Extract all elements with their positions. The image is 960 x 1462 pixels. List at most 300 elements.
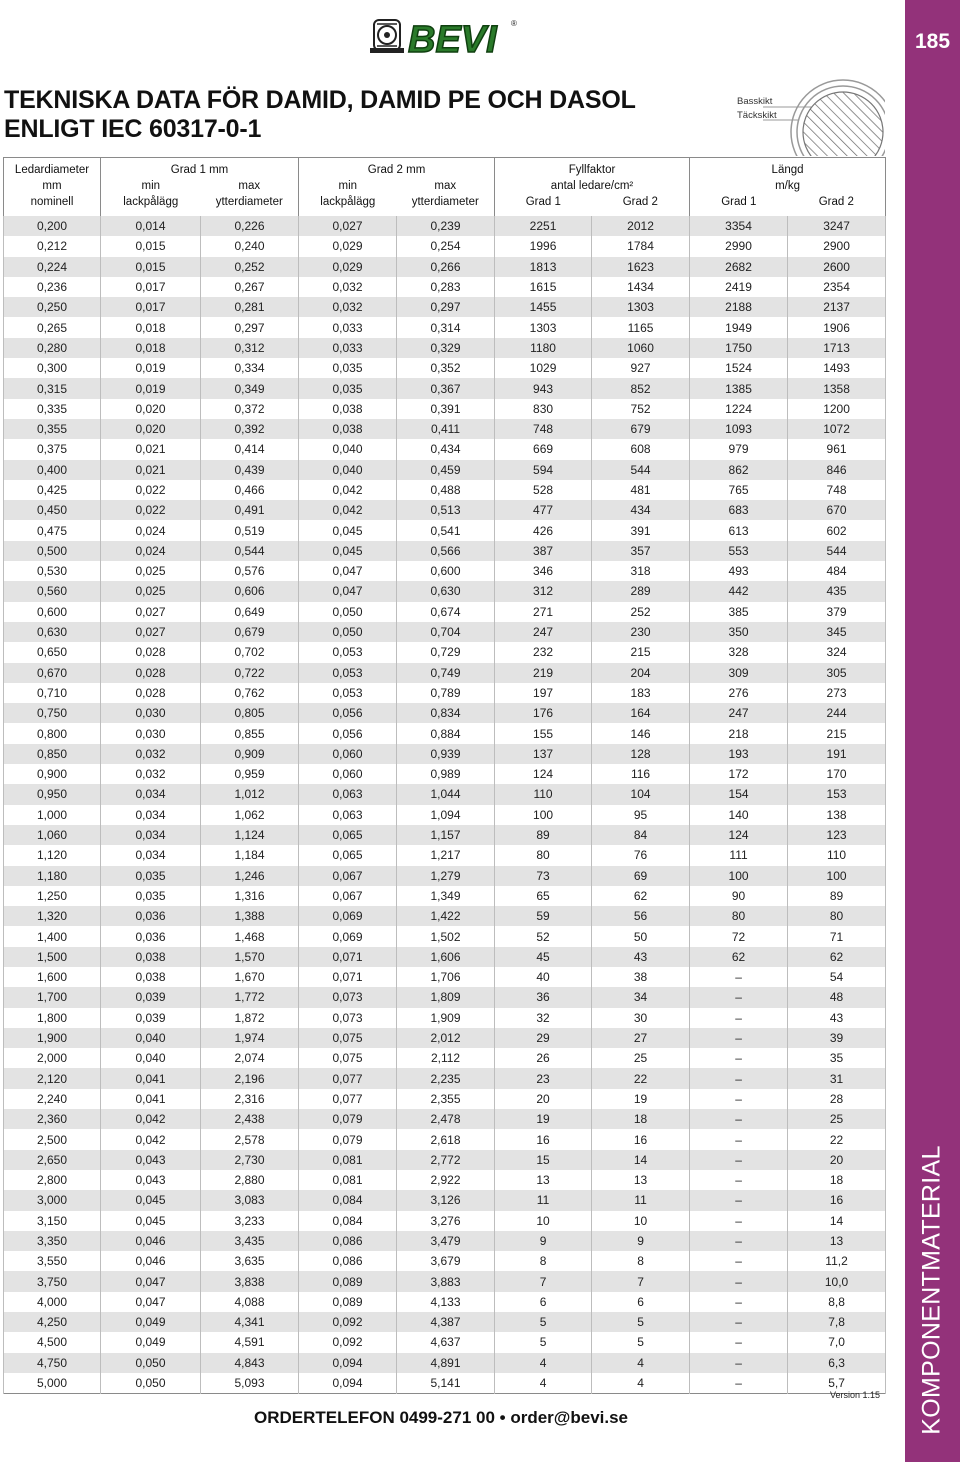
cell-fyllfaktor-grad2: 1060: [592, 338, 690, 358]
cell-ledardiameter: 0,650: [4, 642, 101, 662]
cell-grad1-ytterdiameter-max: 0,576: [201, 561, 299, 581]
cell-fyllfaktor-grad2: 7: [592, 1271, 690, 1291]
cell-grad1-ytterdiameter-max: 1,670: [201, 967, 299, 987]
header-m-per-kg: m/kg: [690, 178, 886, 194]
header-fyllfaktor: Fyllfaktor: [495, 158, 690, 179]
cell-fyllfaktor-grad2: 252: [592, 602, 690, 622]
cell-fyllfaktor-grad1: 477: [495, 500, 592, 520]
cell-fyllfaktor-grad2: 215: [592, 642, 690, 662]
cell-grad2-lackpalagg-min: 0,067: [299, 866, 397, 886]
cell-langd-grad2: 123: [788, 825, 886, 845]
cell-grad1-lackpalagg-min: 0,043: [101, 1150, 201, 1170]
cell-grad2-ytterdiameter-max: 0,704: [397, 622, 495, 642]
cell-ledardiameter: 0,750: [4, 703, 101, 723]
cell-fyllfaktor-grad2: 289: [592, 581, 690, 601]
cell-fyllfaktor-grad1: 20: [495, 1089, 592, 1109]
cell-langd-grad1: –: [690, 1271, 788, 1291]
cell-fyllfaktor-grad1: 1615: [495, 277, 592, 297]
cell-fyllfaktor-grad1: 110: [495, 784, 592, 804]
cell-fyllfaktor-grad1: 7: [495, 1271, 592, 1291]
cell-grad2-ytterdiameter-max: 0,749: [397, 663, 495, 683]
cell-langd-grad2: 16: [788, 1190, 886, 1210]
table-row: [4, 1048, 886, 1068]
cell-fyllfaktor-grad2: 4: [592, 1373, 690, 1394]
cell-fyllfaktor-grad2: 69: [592, 866, 690, 886]
cell-fyllfaktor-grad1: 89: [495, 825, 592, 845]
header-fyll-grad1: Grad 1: [495, 194, 592, 216]
table-row: [4, 1008, 886, 1028]
cell-grad1-ytterdiameter-max: 0,392: [201, 419, 299, 439]
cell-langd-grad2: 191: [788, 744, 886, 764]
header-grad2-ytterdiameter: ytterdiameter: [411, 195, 479, 208]
cell-grad1-lackpalagg-min: 0,027: [101, 622, 201, 642]
cell-grad1-ytterdiameter-max: 4,843: [201, 1353, 299, 1373]
cell-grad2-ytterdiameter-max: 0,729: [397, 642, 495, 662]
cell-grad2-lackpalagg-min: 0,029: [299, 236, 397, 256]
cell-fyllfaktor-grad2: 357: [592, 541, 690, 561]
cell-ledardiameter: 4,250: [4, 1312, 101, 1332]
cell-grad2-ytterdiameter-max: 0,459: [397, 460, 495, 480]
header-grad2-lackpalagg: lackpålägg: [299, 194, 397, 216]
table-row: [4, 500, 886, 520]
cell-langd-grad2: 2600: [788, 257, 886, 277]
cell-grad2-lackpalagg-min: 0,079: [299, 1109, 397, 1129]
cell-fyllfaktor-grad1: 2251: [495, 216, 592, 236]
cell-grad1-lackpalagg-min: 0,034: [101, 845, 201, 865]
cell-fyllfaktor-grad2: 164: [592, 703, 690, 723]
cell-grad1-ytterdiameter-max: 0,762: [201, 683, 299, 703]
cell-grad2-lackpalagg-min: 0,032: [299, 277, 397, 297]
cell-grad1-lackpalagg-min: 0,039: [101, 987, 201, 1007]
cell-grad1-lackpalagg-min: 0,050: [101, 1373, 201, 1394]
cell-grad2-lackpalagg-min: 0,047: [299, 561, 397, 581]
cell-grad2-lackpalagg-min: 0,050: [299, 622, 397, 642]
cell-grad1-ytterdiameter-max: 0,519: [201, 520, 299, 540]
cell-ledardiameter: 4,750: [4, 1353, 101, 1373]
cell-grad1-lackpalagg-min: 0,030: [101, 703, 201, 723]
cell-grad2-lackpalagg-min: 0,035: [299, 378, 397, 398]
cell-fyllfaktor-grad2: 852: [592, 378, 690, 398]
cell-grad1-ytterdiameter-max: 0,281: [201, 297, 299, 317]
cell-fyllfaktor-grad1: 271: [495, 602, 592, 622]
cell-fyllfaktor-grad2: 4: [592, 1353, 690, 1373]
cell-ledardiameter: 0,475: [4, 520, 101, 540]
cell-grad1-lackpalagg-min: 0,020: [101, 399, 201, 419]
header-langd-grad1: Grad 1: [690, 194, 788, 216]
cell-fyllfaktor-grad2: 318: [592, 561, 690, 581]
cell-ledardiameter: 4,000: [4, 1292, 101, 1312]
cell-fyllfaktor-grad2: 38: [592, 967, 690, 987]
cell-grad1-ytterdiameter-max: 2,196: [201, 1068, 299, 1088]
cell-langd-grad1: 218: [690, 723, 788, 743]
cell-langd-grad2: 5,7: [788, 1373, 886, 1394]
cell-fyllfaktor-grad2: 679: [592, 419, 690, 439]
cell-grad1-lackpalagg-min: 0,018: [101, 338, 201, 358]
cell-fyllfaktor-grad2: 9: [592, 1231, 690, 1251]
cell-fyllfaktor-grad1: 32: [495, 1008, 592, 1028]
cell-fyllfaktor-grad2: 1303: [592, 297, 690, 317]
title-line-2: ENLIGT IEC 60317-0-1: [4, 115, 262, 143]
cell-grad1-ytterdiameter-max: 0,679: [201, 622, 299, 642]
table-row: [4, 622, 886, 642]
cell-fyllfaktor-grad1: 312: [495, 581, 592, 601]
cell-langd-grad2: 43: [788, 1008, 886, 1028]
header-row-1: [4, 158, 886, 179]
cell-fyllfaktor-grad2: 50: [592, 926, 690, 946]
table-row: [4, 703, 886, 723]
cell-langd-grad2: 961: [788, 439, 886, 459]
cell-langd-grad2: 100: [788, 866, 886, 886]
cell-grad2-ytterdiameter-max: 0,411: [397, 419, 495, 439]
table-row: [4, 1129, 886, 1149]
cell-grad1-lackpalagg-min: 0,049: [101, 1332, 201, 1352]
label-basskikt: Basskikt: [737, 96, 773, 107]
cell-grad1-ytterdiameter-max: 0,959: [201, 764, 299, 784]
cell-grad1-ytterdiameter-max: 0,466: [201, 480, 299, 500]
cell-langd-grad2: 748: [788, 480, 886, 500]
cell-fyllfaktor-grad2: 13: [592, 1170, 690, 1190]
cell-grad1-ytterdiameter-max: 3,435: [201, 1231, 299, 1251]
cell-grad2-lackpalagg-min: 0,069: [299, 906, 397, 926]
cell-ledardiameter: 0,335: [4, 399, 101, 419]
cell-langd-grad1: 140: [690, 805, 788, 825]
cell-grad1-ytterdiameter-max: 5,093: [201, 1373, 299, 1394]
cell-grad2-lackpalagg-min: 0,089: [299, 1271, 397, 1291]
cell-grad2-ytterdiameter-max: 1,809: [397, 987, 495, 1007]
cell-grad2-ytterdiameter-max: 2,355: [397, 1089, 495, 1109]
cell-fyllfaktor-grad2: 544: [592, 460, 690, 480]
cell-langd-grad1: –: [690, 1251, 788, 1271]
cell-langd-grad1: –: [690, 1089, 788, 1109]
cell-grad1-ytterdiameter-max: 1,184: [201, 845, 299, 865]
cell-langd-grad2: 273: [788, 683, 886, 703]
cell-grad2-ytterdiameter-max: 0,488: [397, 480, 495, 500]
order-phone-footer: ORDERTELEFON 0499-271 00 • order@bevi.se: [254, 1408, 628, 1427]
cell-grad2-lackpalagg-min: 0,033: [299, 317, 397, 337]
cell-langd-grad2: 244: [788, 703, 886, 723]
brand-name: BEVI: [408, 19, 497, 60]
cell-langd-grad2: 846: [788, 460, 886, 480]
cell-langd-grad2: 48: [788, 987, 886, 1007]
table-row: [4, 1089, 886, 1109]
cell-grad1-ytterdiameter-max: 0,491: [201, 500, 299, 520]
cell-fyllfaktor-grad2: 8: [592, 1251, 690, 1271]
cell-fyllfaktor-grad1: 11: [495, 1190, 592, 1210]
cell-ledardiameter: 1,500: [4, 947, 101, 967]
table-row: [4, 277, 886, 297]
table-row: [4, 520, 886, 540]
cell-grad1-lackpalagg-min: 0,024: [101, 541, 201, 561]
cell-fyllfaktor-grad1: 830: [495, 399, 592, 419]
cell-grad1-lackpalagg-min: 0,019: [101, 378, 201, 398]
cell-langd-grad1: –: [690, 1190, 788, 1210]
cell-ledardiameter: 0,600: [4, 602, 101, 622]
header-grad1-mm: Grad 1 mm: [101, 158, 299, 179]
cell-fyllfaktor-grad2: 19: [592, 1089, 690, 1109]
cell-fyllfaktor-grad1: 426: [495, 520, 592, 540]
cell-grad1-lackpalagg-min: 0,028: [101, 642, 201, 662]
cell-langd-grad1: 62: [690, 947, 788, 967]
cell-langd-grad1: –: [690, 1150, 788, 1170]
cell-grad1-lackpalagg-min: 0,024: [101, 520, 201, 540]
cell-grad2-lackpalagg-min: 0,084: [299, 1190, 397, 1210]
cell-langd-grad2: 20: [788, 1150, 886, 1170]
cell-grad2-ytterdiameter-max: 0,297: [397, 297, 495, 317]
cell-fyllfaktor-grad2: 1784: [592, 236, 690, 256]
cell-fyllfaktor-grad1: 26: [495, 1048, 592, 1068]
cell-grad2-ytterdiameter-max: 0,283: [397, 277, 495, 297]
cell-grad2-lackpalagg-min: 0,060: [299, 764, 397, 784]
cell-ledardiameter: 2,120: [4, 1068, 101, 1088]
cell-ledardiameter: 1,900: [4, 1028, 101, 1048]
cell-ledardiameter: 2,360: [4, 1109, 101, 1129]
cell-langd-grad2: 2900: [788, 236, 886, 256]
cell-grad2-lackpalagg-min: 0,045: [299, 541, 397, 561]
cell-langd-grad1: 124: [690, 825, 788, 845]
cell-ledardiameter: 4,500: [4, 1332, 101, 1352]
cell-fyllfaktor-grad2: 6: [592, 1292, 690, 1312]
header-grad2-mm: Grad 2 mm: [299, 158, 495, 179]
cell-fyllfaktor-grad2: 62: [592, 886, 690, 906]
cell-langd-grad2: 1906: [788, 317, 886, 337]
cell-langd-grad1: –: [690, 1332, 788, 1352]
cell-grad2-lackpalagg-min: 0,073: [299, 1008, 397, 1028]
svg-text:®: ®: [511, 19, 517, 28]
cell-langd-grad1: 172: [690, 764, 788, 784]
cell-fyllfaktor-grad1: 1996: [495, 236, 592, 256]
cell-fyllfaktor-grad2: 104: [592, 784, 690, 804]
cell-grad1-lackpalagg-min: 0,019: [101, 358, 201, 378]
cell-grad2-lackpalagg-min: 0,056: [299, 723, 397, 743]
motor-icon: [370, 20, 404, 53]
cell-langd-grad1: –: [690, 1008, 788, 1028]
cell-langd-grad1: –: [690, 1028, 788, 1048]
cell-langd-grad1: –: [690, 1048, 788, 1068]
cell-ledardiameter: 1,120: [4, 845, 101, 865]
cell-grad2-lackpalagg-min: 0,075: [299, 1048, 397, 1068]
cell-grad2-ytterdiameter-max: 0,884: [397, 723, 495, 743]
table-row: [4, 216, 886, 236]
cell-langd-grad2: 89: [788, 886, 886, 906]
cell-langd-grad1: 350: [690, 622, 788, 642]
cell-grad1-lackpalagg-min: 0,022: [101, 480, 201, 500]
cell-grad2-lackpalagg-min: 0,056: [299, 703, 397, 723]
cell-grad1-lackpalagg-min: 0,041: [101, 1089, 201, 1109]
cell-grad1-lackpalagg-min: 0,021: [101, 460, 201, 480]
cell-grad1-ytterdiameter-max: 4,088: [201, 1292, 299, 1312]
cell-langd-grad2: 39: [788, 1028, 886, 1048]
cell-grad2-lackpalagg-min: 0,094: [299, 1353, 397, 1373]
cell-grad2-ytterdiameter-max: 0,834: [397, 703, 495, 723]
cell-langd-grad1: 328: [690, 642, 788, 662]
cell-fyllfaktor-grad2: 1623: [592, 257, 690, 277]
cell-ledardiameter: 0,800: [4, 723, 101, 743]
cell-grad1-lackpalagg-min: 0,038: [101, 967, 201, 987]
cell-ledardiameter: 0,850: [4, 744, 101, 764]
cell-fyllfaktor-grad1: 15: [495, 1150, 592, 1170]
cell-grad1-lackpalagg-min: 0,015: [101, 236, 201, 256]
cell-grad2-lackpalagg-min: 0,077: [299, 1089, 397, 1109]
table-row: [4, 1251, 886, 1271]
cell-fyllfaktor-grad1: 1180: [495, 338, 592, 358]
cell-langd-grad2: 379: [788, 602, 886, 622]
cell-ledardiameter: 0,425: [4, 480, 101, 500]
cell-grad2-ytterdiameter-max: 4,387: [397, 1312, 495, 1332]
cell-grad2-lackpalagg-min: 0,065: [299, 825, 397, 845]
cell-ledardiameter: 0,236: [4, 277, 101, 297]
cell-langd-grad2: 138: [788, 805, 886, 825]
table-row: [4, 886, 886, 906]
cell-langd-grad2: 1072: [788, 419, 886, 439]
cell-ledardiameter: 0,630: [4, 622, 101, 642]
cell-langd-grad2: 215: [788, 723, 886, 743]
cell-langd-grad2: 2354: [788, 277, 886, 297]
cell-langd-grad2: 25: [788, 1109, 886, 1129]
cell-grad2-ytterdiameter-max: 3,883: [397, 1271, 495, 1291]
cell-grad2-lackpalagg-min: 0,053: [299, 683, 397, 703]
table-row: [4, 581, 886, 601]
cell-fyllfaktor-grad1: 943: [495, 378, 592, 398]
cell-grad2-ytterdiameter-max: 0,566: [397, 541, 495, 561]
header-grad2-max: max: [434, 179, 457, 192]
cell-grad2-ytterdiameter-max: 3,126: [397, 1190, 495, 1210]
cell-grad2-ytterdiameter-max: 4,891: [397, 1353, 495, 1373]
table-row: [4, 1170, 886, 1190]
cell-langd-grad2: 54: [788, 967, 886, 987]
header-ledardiameter: Ledardiameter: [14, 163, 90, 176]
cell-grad1-lackpalagg-min: 0,036: [101, 926, 201, 946]
cell-langd-grad2: 7,8: [788, 1312, 886, 1332]
table-row: [4, 805, 886, 825]
cell-langd-grad1: 309: [690, 663, 788, 683]
cell-grad2-lackpalagg-min: 0,086: [299, 1251, 397, 1271]
cell-ledardiameter: 0,212: [4, 236, 101, 256]
cell-langd-grad1: –: [690, 1312, 788, 1332]
cell-grad1-ytterdiameter-max: 1,062: [201, 805, 299, 825]
cell-langd-grad2: 305: [788, 663, 886, 683]
cell-grad2-lackpalagg-min: 0,042: [299, 480, 397, 500]
cell-grad1-lackpalagg-min: 0,025: [101, 561, 201, 581]
cell-fyllfaktor-grad1: 8: [495, 1251, 592, 1271]
cell-langd-grad2: 31: [788, 1068, 886, 1088]
cell-ledardiameter: 0,265: [4, 317, 101, 337]
cell-grad1-ytterdiameter-max: 1,316: [201, 886, 299, 906]
cell-fyllfaktor-grad2: 56: [592, 906, 690, 926]
cell-grad2-ytterdiameter-max: 0,314: [397, 317, 495, 337]
bevi-logo: [368, 12, 520, 60]
cell-ledardiameter: 0,200: [4, 216, 101, 236]
table-row: [4, 358, 886, 378]
cell-grad1-ytterdiameter-max: 3,635: [201, 1251, 299, 1271]
cell-langd-grad2: 3247: [788, 216, 886, 236]
cell-grad2-ytterdiameter-max: 1,422: [397, 906, 495, 926]
cell-grad1-ytterdiameter-max: 0,702: [201, 642, 299, 662]
cell-fyllfaktor-grad1: 1455: [495, 297, 592, 317]
cell-grad2-lackpalagg-min: 0,053: [299, 663, 397, 683]
cell-grad2-ytterdiameter-max: 0,630: [397, 581, 495, 601]
cell-fyllfaktor-grad1: 1303: [495, 317, 592, 337]
cell-ledardiameter: 3,350: [4, 1231, 101, 1251]
table-row: [4, 236, 886, 256]
cell-grad1-ytterdiameter-max: 0,414: [201, 439, 299, 459]
cell-langd-grad1: –: [690, 1292, 788, 1312]
cell-fyllfaktor-grad2: 434: [592, 500, 690, 520]
table-row: [4, 1353, 886, 1373]
cell-langd-grad2: 14: [788, 1211, 886, 1231]
cell-langd-grad1: 1949: [690, 317, 788, 337]
header-grad1-ytterdiameter: ytterdiameter: [215, 195, 283, 208]
table-row: [4, 723, 886, 743]
cell-langd-grad2: 1493: [788, 358, 886, 378]
table-row: [4, 1373, 886, 1394]
cell-fyllfaktor-grad1: 5: [495, 1332, 592, 1352]
table-row: [4, 1211, 886, 1231]
cell-grad1-lackpalagg-min: 0,046: [101, 1231, 201, 1251]
cell-fyllfaktor-grad1: 232: [495, 642, 592, 662]
cell-grad1-lackpalagg-min: 0,049: [101, 1312, 201, 1332]
cell-grad1-ytterdiameter-max: 0,855: [201, 723, 299, 743]
cell-langd-grad1: 80: [690, 906, 788, 926]
cell-grad1-ytterdiameter-max: 2,316: [201, 1089, 299, 1109]
table-row: [4, 297, 886, 317]
cell-ledardiameter: 0,950: [4, 784, 101, 804]
cell-langd-grad1: 72: [690, 926, 788, 946]
cell-grad2-lackpalagg-min: 0,069: [299, 926, 397, 946]
cell-ledardiameter: 1,700: [4, 987, 101, 1007]
table-row: [4, 1332, 886, 1352]
cell-fyllfaktor-grad1: 594: [495, 460, 592, 480]
table-row: [4, 947, 886, 967]
cell-fyllfaktor-grad2: 1434: [592, 277, 690, 297]
cell-fyllfaktor-grad1: 13: [495, 1170, 592, 1190]
cell-grad2-lackpalagg-min: 0,040: [299, 460, 397, 480]
cell-grad2-lackpalagg-min: 0,060: [299, 744, 397, 764]
cell-fyllfaktor-grad1: 124: [495, 764, 592, 784]
cell-grad2-ytterdiameter-max: 1,706: [397, 967, 495, 987]
cell-langd-grad1: 154: [690, 784, 788, 804]
table-row: [4, 784, 886, 804]
table-row: [4, 317, 886, 337]
technical-data-table: [3, 157, 886, 1394]
cell-grad2-ytterdiameter-max: 0,600: [397, 561, 495, 581]
cell-grad2-lackpalagg-min: 0,065: [299, 845, 397, 865]
cell-grad1-ytterdiameter-max: 1,772: [201, 987, 299, 1007]
cell-grad1-ytterdiameter-max: 0,349: [201, 378, 299, 398]
cell-fyllfaktor-grad2: 25: [592, 1048, 690, 1068]
cell-langd-grad2: 153: [788, 784, 886, 804]
cell-fyllfaktor-grad2: 5: [592, 1332, 690, 1352]
cell-ledardiameter: 0,224: [4, 257, 101, 277]
section-label: KOMPONENTMATERIAL: [917, 1145, 946, 1435]
cell-grad2-ytterdiameter-max: 0,254: [397, 236, 495, 256]
table-row: [4, 541, 886, 561]
cell-grad2-ytterdiameter-max: 2,478: [397, 1109, 495, 1129]
table-row: [4, 257, 886, 277]
cell-langd-grad2: 110: [788, 845, 886, 865]
cell-grad2-ytterdiameter-max: 0,541: [397, 520, 495, 540]
cell-fyllfaktor-grad1: 16: [495, 1129, 592, 1149]
cell-grad1-ytterdiameter-max: 2,438: [201, 1109, 299, 1129]
table-row: [4, 987, 886, 1007]
cell-langd-grad1: 1224: [690, 399, 788, 419]
cell-langd-grad2: 80: [788, 906, 886, 926]
header-grad2-min: min: [299, 178, 397, 194]
cell-grad1-lackpalagg-min: 0,036: [101, 906, 201, 926]
header-mm: mm: [42, 179, 62, 192]
cell-langd-grad1: 3354: [690, 216, 788, 236]
cell-ledardiameter: 2,240: [4, 1089, 101, 1109]
cell-fyllfaktor-grad1: 137: [495, 744, 592, 764]
